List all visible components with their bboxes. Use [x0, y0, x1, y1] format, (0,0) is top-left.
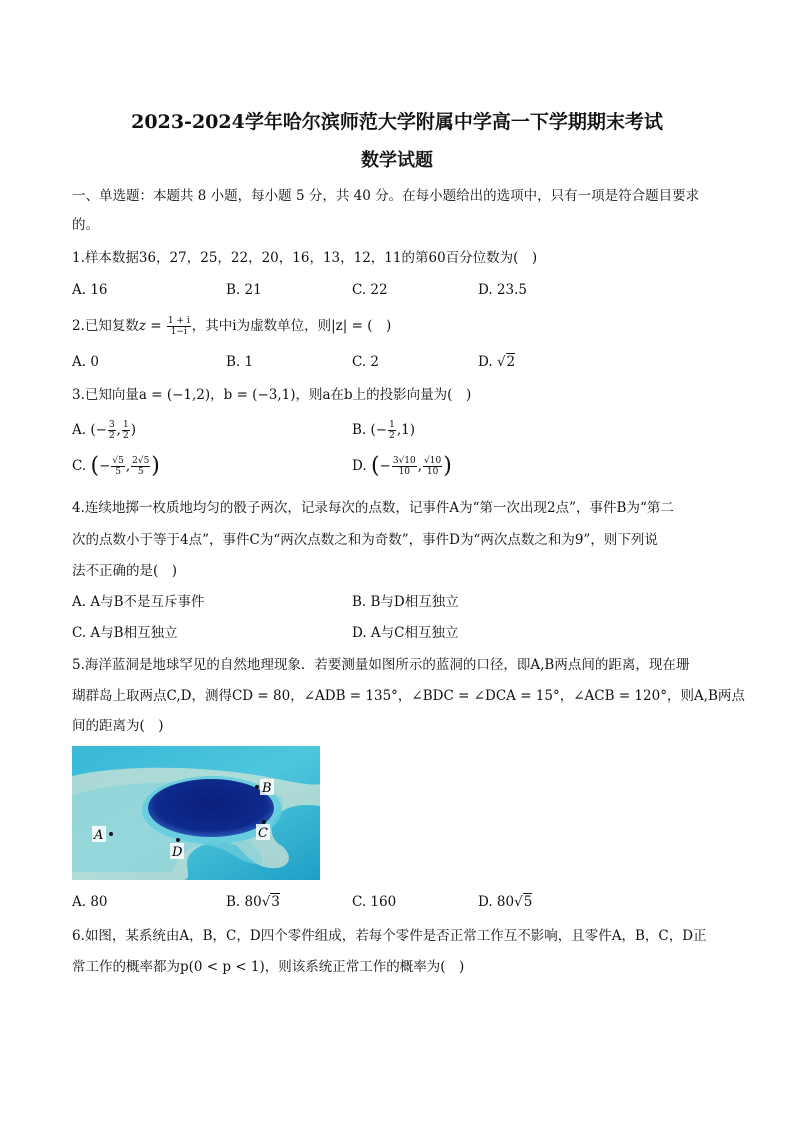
q5-b-radicand: 3: [271, 894, 280, 910]
q3-c-n2: 2√5: [132, 456, 150, 466]
q3-c-label: C.: [72, 458, 91, 474]
q3-a-d2: 2: [122, 431, 129, 441]
q2-stem-post: ，其中i为虚数单位，则|z| = ( ): [191, 318, 392, 334]
q3-stem: 3.已知向量a = (−1,2)，b = (−3,1)，则a在b上的投影向量为( ): [72, 387, 472, 403]
q2-option-b: B. 1: [226, 354, 254, 370]
q3-d-n1: 3√10: [392, 456, 416, 466]
q3-b-d1: 2: [389, 431, 395, 441]
q2-option-d-radicand: 2: [506, 354, 516, 370]
q3-a-n2: 1: [122, 420, 129, 430]
blue-hole-illustration: [72, 746, 320, 880]
q3-d-frac-1: [392, 456, 417, 477]
q2-frac-num: 1 + i: [167, 316, 190, 326]
q4-option-c: C. A与B相互独立: [72, 625, 178, 641]
q1-stem: 1.样本数据36，27，25，22，20，16，13，12，11的第60百分位数为( ): [72, 250, 538, 266]
point-c-label: C: [258, 826, 268, 841]
q3-option-d: D. (− $\frac{3√10}{10}$ , $\frac{√10}{10}$ ): [352, 453, 452, 479]
q1-option-c: C. 22: [352, 282, 388, 298]
q5-stem-line-1: 5.海洋蓝洞是地球罕见的自然地理现象．若要测量如图所示的蓝洞的口径，即A,B两点间的距离，现在珊: [72, 657, 690, 673]
q3-d-label: D.: [352, 458, 371, 474]
q3-option-a: A. (− $\frac{3}{2}$ , $\frac{1}{2}$ ): [72, 420, 136, 441]
q3-d-d1: 10: [398, 467, 411, 477]
point-d-label: D: [172, 845, 183, 860]
q2-frac-den: 1−i: [170, 327, 187, 337]
q2-stem: [72, 316, 722, 337]
section-intro-line-1: 一、单选题：本题共 8 小题，每小题 5 分，共 40 分。在每小题给出的选项中，只有一项是符合题目要求: [72, 188, 700, 204]
q3-a-frac-2: [122, 420, 130, 441]
q5-stem-line-3: 间的距离为( ): [72, 718, 164, 734]
q4-stem-line-3: 法不正确的是( ): [72, 563, 178, 579]
q1-option-d: D. 23.5: [478, 282, 527, 298]
page-title: 2023-2024学年哈尔滨师范大学附属中学高一下学期期末考试: [131, 111, 663, 133]
q3-c-frac-2: [131, 456, 150, 477]
q3-d-frac-2: [423, 456, 442, 477]
q3-d-d2: 10: [426, 467, 439, 477]
q2-option-a: A. 0: [72, 354, 99, 370]
q2-z: z =: [138, 318, 166, 334]
q1-option-a: A. 16: [72, 282, 108, 298]
q2-option-d-sqrt: √2: [496, 354, 516, 370]
q5-stem-line-2: 瑚群岛上取两点C,D，测得CD = 80，∠ADB = 135°，∠BDC = ∠DCA = 15°，∠ACB = 120°，则A,B两点: [72, 688, 745, 704]
point-a-marker: [109, 832, 113, 836]
q4-option-b: B. B与D相互独立: [352, 594, 459, 610]
blue-hole-photo: [72, 746, 320, 880]
q6-stem-line-2: 常工作的概率都为p(0 < p < 1)，则该系统正常工作的概率为( ): [72, 959, 465, 975]
q3-option-c: C. (− $\frac{√5}{5}$ , $\frac{2√5}{5}$ ): [72, 453, 160, 479]
q5-d-sqrt: √5: [514, 894, 533, 910]
q5-option-b: [226, 892, 280, 912]
point-b-marker: [255, 785, 259, 789]
q4-stem-line-1: 4.连续地掷一枚质地均匀的骰子两次，记录每次的点数，记事件A为“第一次出现2点”，事件B为“第二: [72, 500, 674, 516]
q5-option-c: C. 160: [352, 894, 397, 910]
q2-option-d: [478, 352, 515, 372]
q3-a-label: A.: [72, 422, 91, 438]
point-d-marker: [176, 838, 180, 842]
q4-option-a: A. A与B不是互斥事件: [72, 594, 205, 610]
q2-stem-pre: 2.已知复数: [72, 318, 139, 334]
point-b-label: B: [262, 781, 272, 796]
q3-b-tail: ,1): [396, 422, 415, 438]
page-subtitle: 数学试题: [361, 150, 433, 171]
section-intro-line-2: 的。: [72, 217, 99, 233]
q3-c-d1: 5: [115, 467, 121, 477]
q3-c-frac-1: [111, 456, 124, 477]
hole-center: [148, 779, 274, 837]
q5-b-label: B. 80: [226, 894, 262, 910]
q3-a-frac-1: [108, 420, 116, 441]
q3-a-d1: 2: [108, 431, 115, 441]
q2-fraction: [167, 316, 191, 337]
q3-b-frac-1: [388, 420, 396, 441]
q4-option-d: D. A与C相互独立: [352, 625, 459, 641]
q5-d-label: D. 80: [478, 894, 515, 910]
q3-option-b: B. (− $\frac{1}{2}$ ,1): [352, 420, 415, 441]
q5-d-radicand: 5: [523, 894, 533, 910]
q3-d-n2: √10: [424, 456, 442, 466]
q3-c-n1: √5: [112, 456, 124, 466]
q6-stem-line-1: 6.如图，某系统由A，B，C，D四个零件组成，若每个零件是否正常工作互不影响，且零件A，B，C，D正: [72, 928, 707, 944]
q3-c-d2: 5: [137, 467, 144, 477]
q2-option-d-label: D.: [478, 354, 497, 370]
q3-b-label: B.: [352, 422, 371, 438]
point-c-marker: [262, 820, 266, 824]
q5-b-sqrt: √3: [261, 894, 280, 910]
q1-option-b: B. 21: [226, 282, 262, 298]
q3-a-n1: 3: [108, 420, 115, 430]
q5-option-a: A. 80: [72, 894, 108, 910]
q2-option-c: C. 2: [352, 354, 380, 370]
q5-option-d: [478, 892, 532, 912]
q3-b-n1: 1: [389, 420, 395, 430]
q4-stem-line-2: 次的点数小于等于4点”，事件C为“两次点数之和为奇数”，事件D为“两次点数之和为9”，则下列说: [72, 532, 658, 548]
point-a-label: A: [94, 828, 104, 843]
